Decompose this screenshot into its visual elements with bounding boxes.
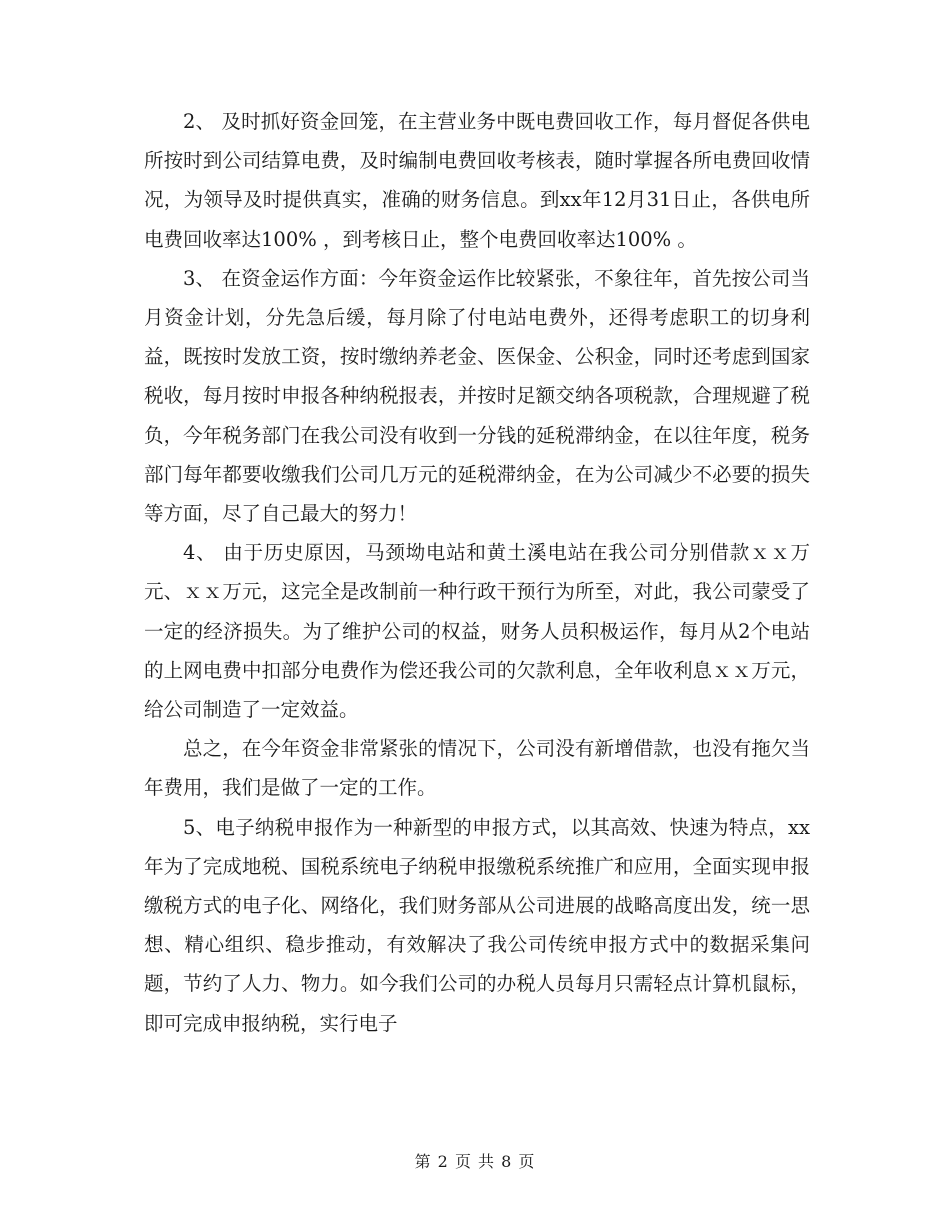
paragraph-fund-collection: 2、 及时抓好资金回笼，在主营业务中既电费回收工作，每月督促各供电所按时到公司结算电费，及时编制电费回收考核表，随时掌握各所电费回收情况，为领导及时提供真实，准确的财务信息。到xx年12月31日止，各供电所电费回收率达100% ，到考核日止，整个电费回收率达100% 。 [144,110,810,251]
paragraph-electronic-tax: 5、电子纳税申报作为一种新型的申报方式，以其高效、快速为特点，xx年为了完成地税、国税系统电子纳税申报缴税系统推广和应用，全面实现申报缴税方式的电子化、网络化，我们财务部从公司进展的战略高度出发，统一思想、精心组织、稳步推动，有效解决了我公司传统申报方式中的数据采集问题，节约了人力、物力。如今我们公司的办税人员每月只需轻点计算机鼠标，即可完成申报纳税，实行电子 [144,815,810,1035]
paragraph-fund-operation: 3、 在资金运作方面：今年资金运作比较紧张，不象往年，首先按公司当月资金计划，分先急后缓，每月除了付电站电费外，还得考虑职工的切身利益，既按时发放工资，按时缴纳养老金、医保金、公积金，同时还考虑到国家税收，每月按时申报各种纳税报表，并按时足额交纳各项税款，合理规避了税负，今年税务部门在我公司没有收到一分钱的延税滞纳金，在以往年度，税务部门每年都要收缴我们公司几万元的延税滞纳金，在为公司减少不必要的损失等方面，尽了自己最大的努力！ [144,266,810,526]
page-number-footer: 第 2 页 共 8 页 [414,1152,536,1171]
document-body [144,102,810,1043]
paragraph-station-loans: 4、 由于历史原因，马颈坳电站和黄土溪电站在我公司分别借款ｘｘ万元、ｘｘ万元，这完全是改制前一种行政干预行为所至，对此，我公司蒙受了一定的经济损失。为了维护公司的权益，财务人员积极运作，每月从2个电站的上网电费中扣部分电费作为偿还我公司的欠款利息，全年收利息ｘｘ万元，给公司制造了一定效益。 [144,541,810,722]
paragraph-summary: 总之，在今年资金非常紧张的情况下，公司没有新增借款，也没有拖欠当年费用，我们是做了一定的工作。 [144,737,810,800]
